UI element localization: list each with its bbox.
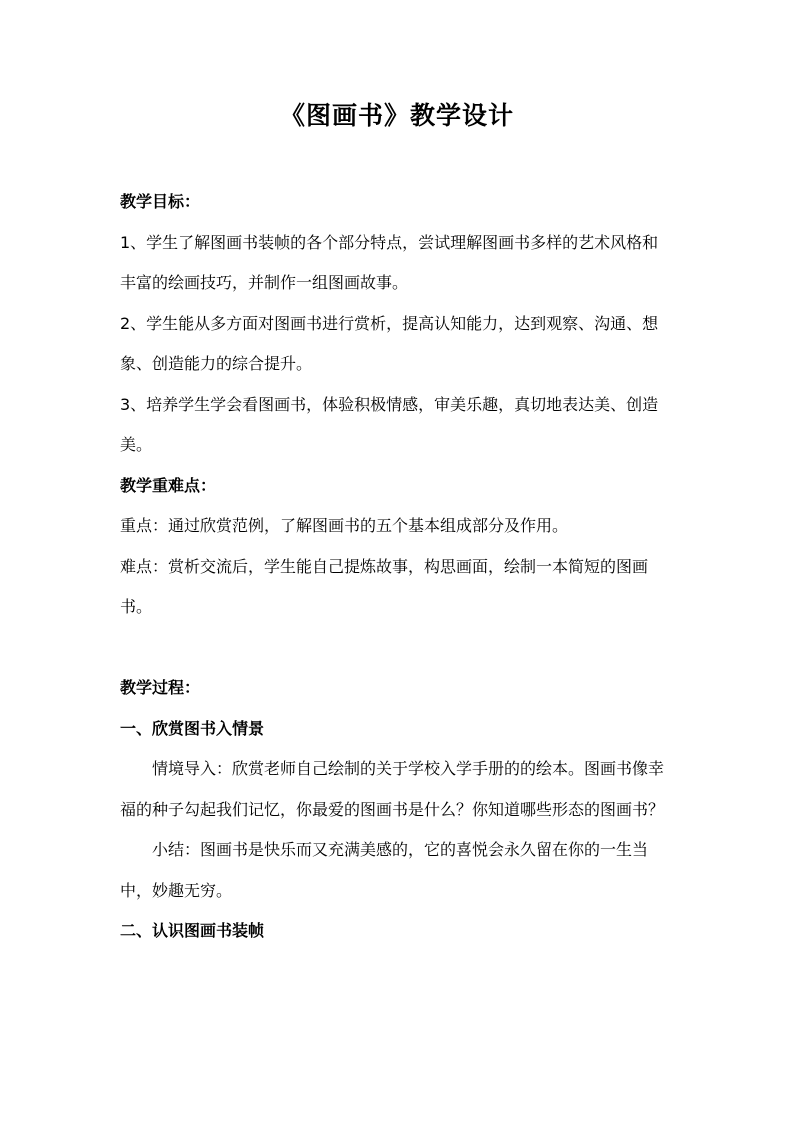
section-paragraph: 小结：图画书是快乐而又充满美感的，它的喜悦会永久留在你的一生当中，妙趣无穷。 <box>120 840 649 900</box>
objective-item: 3、培养学生学会看图画书，体验积极情感，审美乐趣，真切地表达美、创造美。 <box>120 394 659 454</box>
section-heading: 一、欣赏图书入情景 <box>120 718 265 738</box>
section-heading: 二、认识图画书装帧 <box>120 921 265 940</box>
key-points-heading: 教学重难点： <box>120 475 217 495</box>
blank-line <box>120 628 674 669</box>
objective-item: 2、学生能从多方面对图画书进行赏析，提高认知能力，达到观察、沟通、想象、创造能力的综合提升。 <box>120 313 659 373</box>
difficult-point: 难点：赏析交流后，学生能自己提炼故事，构思画面，绘制一本简短的图画书。 <box>120 556 649 616</box>
section-paragraph: 情境导入：欣赏老师自己绘制的关于学校入学手册的的绘本。图画书像幸福的种子勾起我们记忆，你最爱的图画书是什么？你知道哪些形态的图画书？ <box>120 759 665 819</box>
document-title: 《图画书》教学设计 <box>279 101 514 130</box>
process-heading: 教学过程： <box>120 678 201 697</box>
key-point: 重点：通过欣赏范例，了解图画书的五个基本组成部分及作用。 <box>120 516 569 535</box>
document-body <box>120 182 674 952</box>
objective-item: 1、学生了解图画书装帧的各个部分特点，尝试理解图画书多样的艺术风格和丰富的绘画技巧，并制作一组图画故事。 <box>120 232 659 292</box>
objectives-heading: 教学目标： <box>120 192 201 211</box>
